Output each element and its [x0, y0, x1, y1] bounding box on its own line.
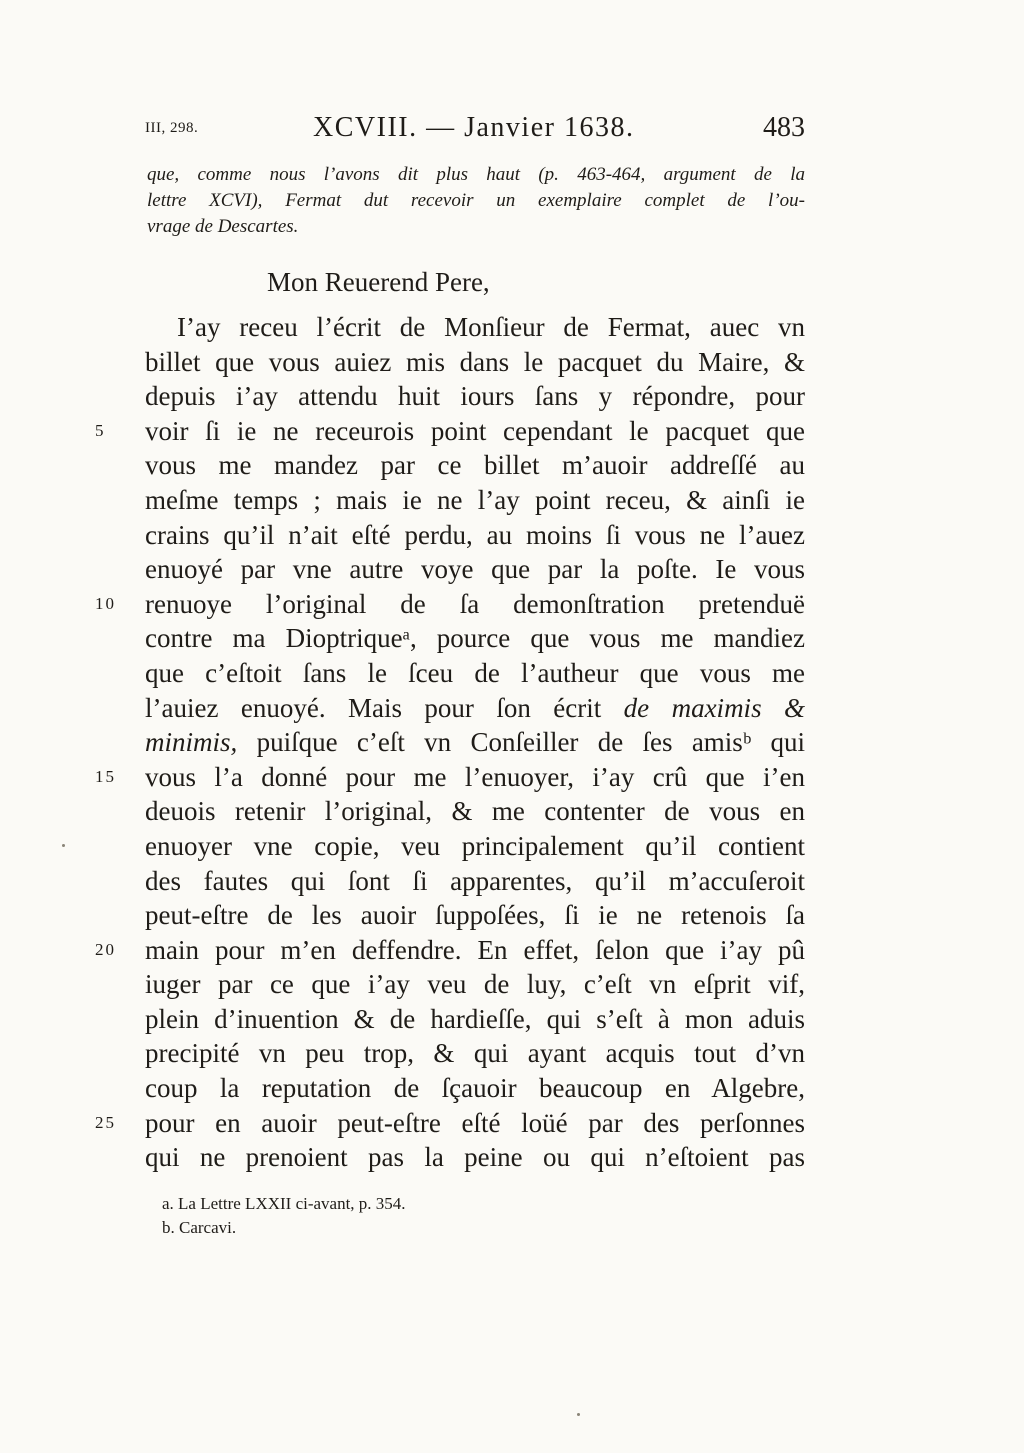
margin-speck	[62, 844, 65, 847]
salutation: Mon Reuerend Pere,	[267, 267, 490, 297]
line-text: vous l’a donné pour me l’enuoyer, i’ay crû que i’en	[145, 761, 805, 792]
letter-title: XCVIII. — Janvier 1638.	[313, 112, 635, 143]
line-number: 20	[95, 939, 116, 959]
line-text: billet que vous auiez mis dans le pacquet du Maire, &	[145, 346, 805, 377]
editorial-note-line: que, comme nous l’avons dit plus haut (p. 463-464, argument de la	[147, 164, 805, 185]
text-line	[145, 483, 805, 518]
text-line	[95, 760, 805, 795]
text-line	[145, 345, 805, 380]
text-line	[145, 898, 805, 933]
text-line	[145, 518, 805, 553]
text-line	[145, 1036, 805, 1071]
text-line	[145, 829, 805, 864]
line-text: enuoyé par vne autre voye que par la poſte. Ie vous	[145, 554, 805, 585]
text-line	[145, 552, 805, 587]
line-number: 15	[95, 766, 116, 786]
letter-body	[95, 310, 805, 1175]
footnote-a: a. La Lettre LXXII ci-avant, p. 354.	[162, 1194, 406, 1213]
line-text: deuois retenir l’original, & me contenter de vous en	[145, 796, 805, 827]
line-text: main pour m’en deffendre. En effet, ſelon que i’ay pû	[145, 934, 805, 965]
text-line	[145, 864, 805, 899]
line-text: qui ne prenoient pas la peine ou qui n’eſtoient pas	[145, 1142, 805, 1173]
line-number: 5	[95, 420, 106, 440]
page-number: 483	[763, 112, 805, 143]
line-text: renuoye l’original de ſa demonſtration pretenduë	[145, 588, 805, 619]
line-text: que c’eſtoit ſans le ſceu de l’autheur que vous me	[145, 657, 805, 688]
line-text: precipité vn peu trop, & qui ayant acquis tout d’vn	[145, 1038, 805, 1069]
text-line	[145, 1002, 805, 1037]
line-number: 10	[95, 593, 116, 613]
text-line	[95, 1106, 805, 1141]
text-line	[145, 448, 805, 483]
line-text: enuoyer vne copie, veu principalement qu’il contient	[145, 830, 805, 861]
editorial-note	[147, 162, 805, 240]
line-number: 25	[95, 1112, 116, 1132]
text-line	[145, 621, 805, 656]
line-text: plein d’inuention & de hardieſſe, qui s’eſt à mon aduis	[145, 1003, 805, 1034]
margin-speck	[577, 1413, 580, 1416]
text-line	[145, 725, 805, 760]
line-text: minimis, puiſque c’eſt vn Conſeiller de ſes amisᵇ qui	[145, 727, 805, 758]
line-text: contre ma Dioptriqueᵃ, pource que vous me mandiez	[145, 623, 805, 654]
text-line	[145, 656, 805, 691]
line-text: l’auiez enuoyé. Mais pour ſon écrit de maximis &	[145, 692, 805, 723]
footnotes	[162, 1192, 406, 1240]
text-line	[145, 691, 805, 726]
text-line	[145, 1140, 805, 1175]
editorial-note-line: lettre XCVI), Fermat dut recevoir un exemplaire complet de l’ou-	[147, 190, 805, 211]
text-line	[95, 587, 805, 622]
text-line	[145, 310, 805, 345]
text-line	[95, 933, 805, 968]
line-text: depuis i’ay attendu huit iours ſans y répondre, pour	[145, 381, 805, 412]
line-text: iuger par ce que i’ay veu de luy, c’eſt vn eſprit vif,	[145, 969, 805, 1000]
line-text: crains qu’il n’ait eſté perdu, au moins ſi vous ne l’auez	[145, 519, 805, 550]
volume-reference: III, 298.	[145, 120, 199, 136]
text-line	[145, 794, 805, 829]
text-line	[145, 379, 805, 414]
text-line	[145, 967, 805, 1002]
line-text: pour en auoir peut-eſtre eſté loüé par des perſonnes	[145, 1107, 805, 1138]
text-line	[145, 1071, 805, 1106]
line-text: meſme temps ; mais ie ne l’ay point receu, & ainſi ie	[145, 484, 805, 515]
line-text: des fautes qui ſont ſi apparentes, qu’il m’accuſeroit	[145, 865, 805, 896]
line-text: coup la reputation de ſçauoir beaucoup en Algebre,	[145, 1073, 805, 1104]
line-text: peut-eſtre de les auoir ſuppoſées, ſi ie ne retenois ſa	[145, 900, 805, 931]
footnote-b: b. Carcavi.	[162, 1218, 237, 1237]
running-header	[145, 112, 805, 152]
editorial-note-line: vrage de Descartes.	[147, 216, 299, 237]
line-text: vous me mandez par ce billet m’auoir addreſſé au	[145, 450, 805, 481]
line-text: I’ay receu l’écrit de Monſieur de Fermat, auec vn	[177, 312, 805, 342]
text-line	[95, 414, 805, 449]
line-text: voir ſi ie ne receurois point cependant le pacquet que	[145, 415, 805, 446]
